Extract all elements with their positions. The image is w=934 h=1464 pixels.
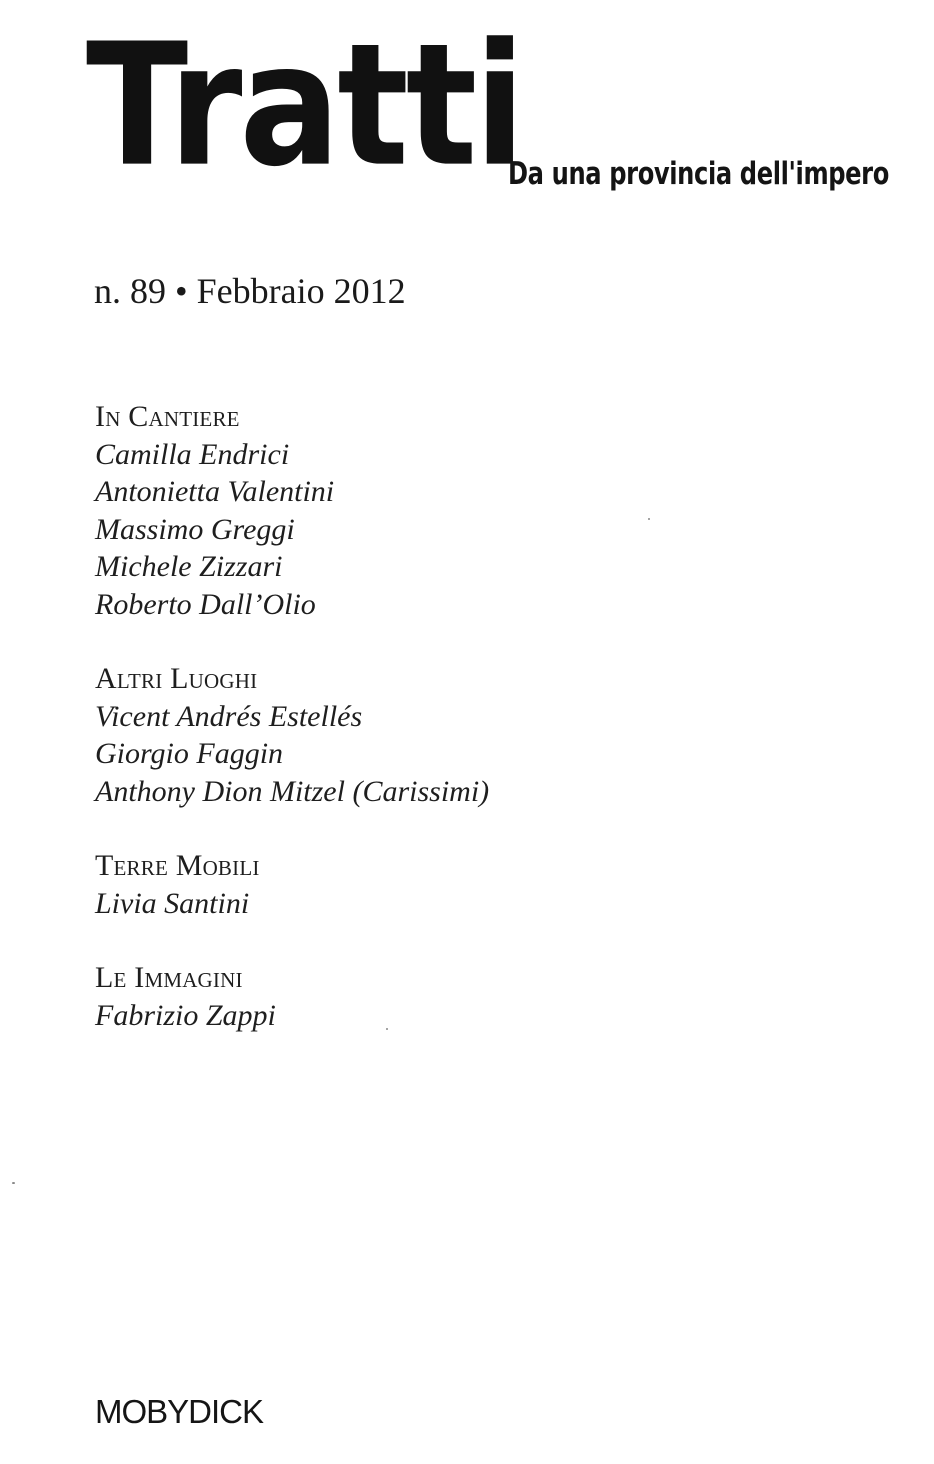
section-title: In Cantiere (95, 400, 240, 433)
author-name: Massimo Greggi (95, 512, 295, 546)
issue-number-date: n. 89 • Febbraio 2012 (94, 271, 406, 311)
author-name: Camilla Endrici (95, 437, 290, 471)
toc-section-altri-luoghi (95, 660, 489, 810)
table-of-contents (95, 398, 489, 1071)
author-name: Livia Santini (95, 886, 250, 920)
author-name: Giorgio Faggin (95, 737, 284, 770)
magazine-tagline: Da una provincia dell'impero (508, 156, 889, 192)
section-title: Terre Mobili (95, 849, 260, 882)
section-title: Le Immagini (95, 961, 243, 994)
toc-section-in-cantiere (95, 398, 489, 623)
author-name: Michele Zizzari (95, 550, 283, 583)
toc-section-terre-mobili (95, 847, 489, 922)
author-name: Vicent Andrés Estellés (95, 699, 363, 733)
paper-speck (12, 1182, 15, 1184)
author-name: Anthony Dion Mitzel (Carissimi) (95, 774, 490, 808)
publisher-name: MOBYDICK (95, 1393, 264, 1430)
magazine-title: Tratti (86, 7, 523, 205)
author-name: Antonietta Valentini (95, 475, 335, 508)
author-name: Roberto Dall’Olio (95, 587, 316, 621)
paper-speck (648, 518, 650, 520)
author-name: Fabrizio Zappi (95, 998, 276, 1032)
toc-section-le-immagini (95, 959, 489, 1034)
paper-speck (386, 1028, 388, 1030)
section-title: Altri Luoghi (95, 662, 258, 695)
